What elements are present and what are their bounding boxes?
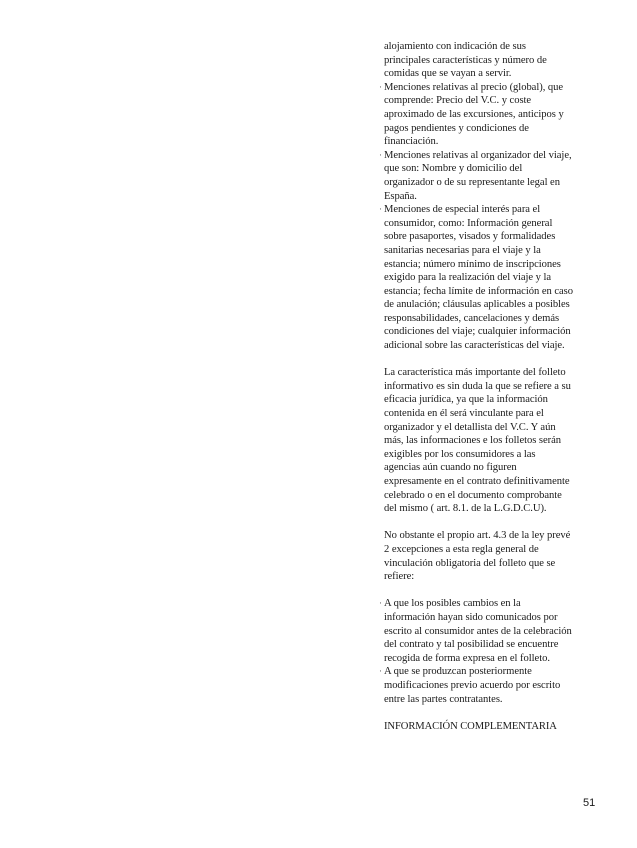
text-line: exigibles por los consumidores a las xyxy=(384,448,536,460)
bullet-icon: · xyxy=(379,666,382,677)
section-heading: INFORMACIÓN COMPLEMENTARIA xyxy=(384,720,557,732)
text-line: más, las informaciones e los folletos serán xyxy=(384,435,562,447)
text-line: alojamiento con indicación de sus xyxy=(384,41,526,52)
text-line: expresamente en el contrato definitivamente xyxy=(384,476,570,487)
text-column xyxy=(379,40,600,733)
text-line: 2 excepciones a esta regla general de xyxy=(384,543,539,555)
text-line: aproximado de las excursiones, anticipos y xyxy=(384,108,564,120)
text-line: organizador y el detallista del V.C. Y aún xyxy=(384,421,556,433)
paragraph-gap xyxy=(384,706,600,720)
text-line: refiere: xyxy=(384,571,415,583)
paragraph-gap xyxy=(384,584,600,598)
text-line: No obstante el propio art. 4.3 de la ley prevé xyxy=(384,530,571,542)
text-line: que son: Nombre y domicilio del xyxy=(384,163,523,175)
exception-item-written-agreement xyxy=(379,665,600,706)
text-line: estancia; fecha límite de información en caso xyxy=(384,285,573,297)
text-line: contenida en él será vinculante para el xyxy=(384,408,544,420)
text-line: España. xyxy=(384,190,417,202)
text-line: recogida de forma expresa en el folleto. xyxy=(384,652,550,664)
text-line: · Menciones relativas al organizador del viaje, xyxy=(379,149,572,161)
text-line: condiciones del viaje; cualquier información xyxy=(384,326,571,338)
text-line: · Menciones relativas al precio (global), que xyxy=(379,81,564,93)
bullet-icon: · xyxy=(379,598,382,609)
text-line: celebrado o en el documento comprobante xyxy=(384,489,562,501)
bullet-item-organizer xyxy=(379,149,600,203)
text-line: comidas que se vayan a servir. xyxy=(384,68,512,80)
text-line: responsabilidades, cancelaciones y demás xyxy=(384,312,560,324)
text-line: del mismo ( art. 8.1. de la L.G.D.C.U). xyxy=(384,503,547,515)
text-line: principales características y número de xyxy=(384,54,547,66)
paragraph-exceptions-intro xyxy=(384,529,600,583)
text-line: entre las partes contratantes. xyxy=(384,693,503,705)
text-line: del contrato y tal posibilidad se encuentre xyxy=(384,639,559,651)
intro-paragraph xyxy=(384,40,600,81)
paragraph-gap xyxy=(384,353,600,367)
bullet-item-consumer-interest xyxy=(379,203,600,353)
text-line: informativo es sin duda la que se refiere a su xyxy=(384,380,571,392)
text-line: vinculación obligatoria del folleto que se xyxy=(384,557,556,569)
bullet-item-price xyxy=(379,81,600,149)
text-line: adicional sobre las características del viaje. xyxy=(384,340,565,352)
text-line: eficacia jurídica, ya que la información xyxy=(384,394,548,406)
text-line: escrito al consumidor antes de la celebración xyxy=(384,625,572,637)
text-line: sanitarias necesarias para el viaje y la xyxy=(384,244,541,256)
text-line: consumidor, como: Información general xyxy=(384,217,553,229)
page-number: 51 xyxy=(583,797,596,809)
text-line: de anulación; cláusulas aplicables a posibles xyxy=(384,299,570,311)
bullet-icon: · xyxy=(379,149,382,160)
text-line: La característica más importante del folleto xyxy=(384,367,566,379)
text-line: organizador o de su representante legal en xyxy=(384,176,560,188)
paragraph-gap xyxy=(384,516,600,530)
text-line: · Menciones de especial interés para el xyxy=(379,204,541,216)
text-line: · A que los posibles cambios en la xyxy=(379,598,521,610)
text-line: modificaciones previo acuerdo por escrito xyxy=(384,679,561,691)
text-line: información hayan sido comunicados por xyxy=(384,611,558,623)
text-line: comprende: Precio del V.C. y coste xyxy=(384,95,532,107)
text-line: sobre pasaportes, visados y formalidades xyxy=(384,231,556,243)
exception-item-communicated-changes xyxy=(379,597,600,665)
text-line: financiación. xyxy=(384,136,439,148)
text-line: pagos pendientes y condiciones de xyxy=(384,122,529,134)
bullet-icon: · xyxy=(379,204,382,215)
text-line: · A que se produzcan posteriormente xyxy=(379,666,532,678)
text-line: agencias aún cuando no figuren xyxy=(384,462,517,474)
bullet-icon: · xyxy=(379,81,382,92)
paragraph-legal-efficacy xyxy=(384,366,600,516)
text-line: exigido para la realización del viaje y la xyxy=(384,272,552,284)
text-line: estancia; número mínimo de inscripciones xyxy=(384,258,561,270)
